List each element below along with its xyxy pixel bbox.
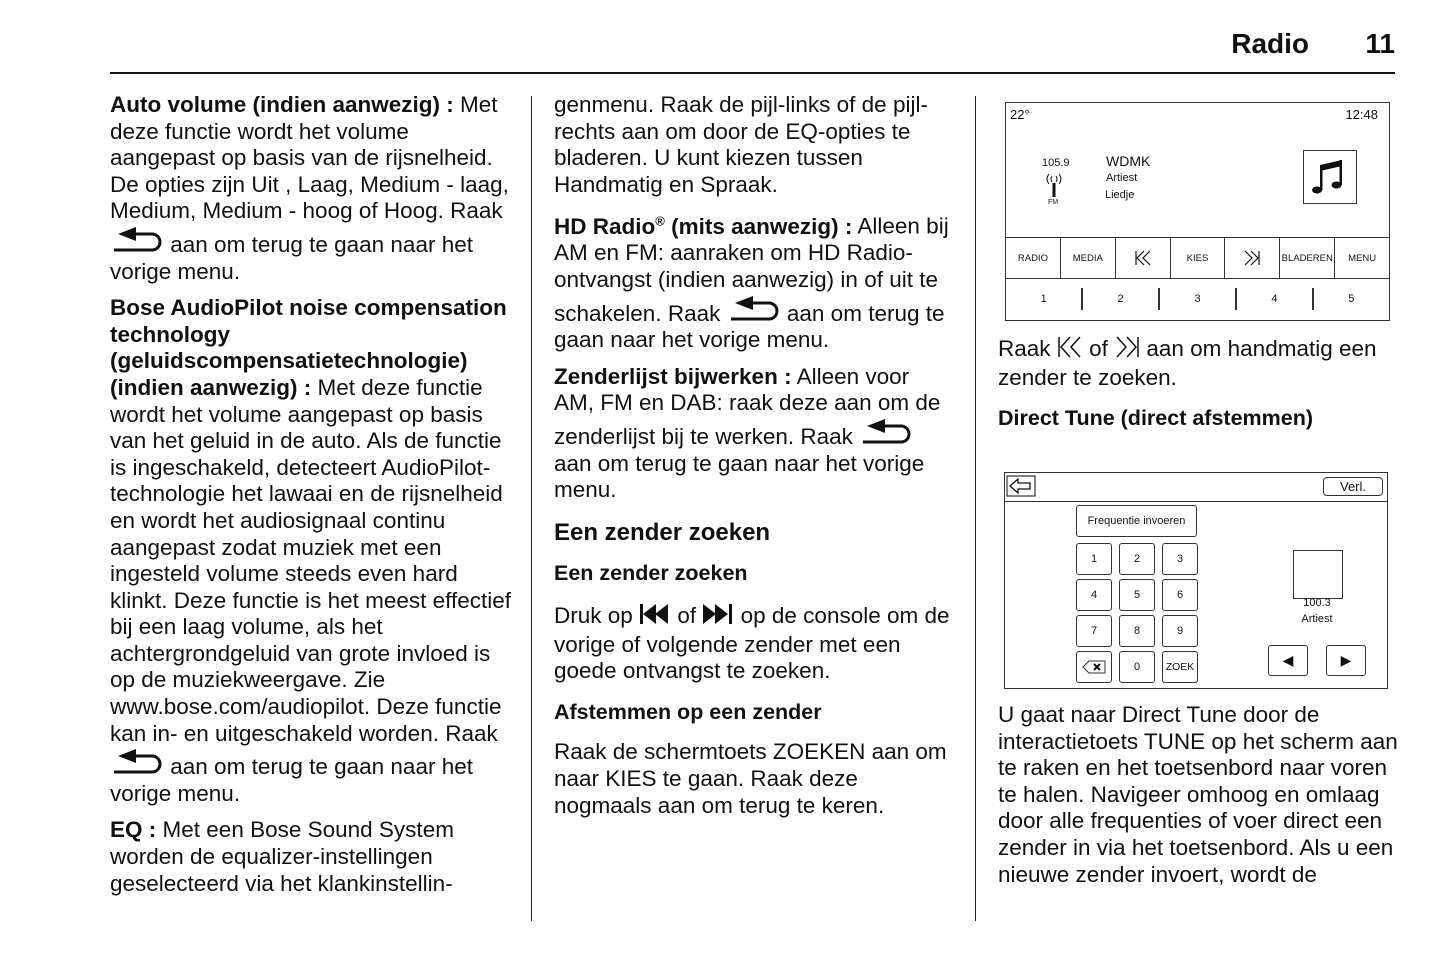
seek-paragraph: Druk op of op de console om de vorige of volgende zender met een goede ontvangst te zoeken. <box>554 603 950 684</box>
tune-paragraph: Raak de schermtoets ZOEKEN aan om naar KIES te gaan. Raak deze nogmaals aan om terug te keren. <box>554 739 947 818</box>
antenna-icon <box>1044 171 1064 201</box>
seek-back-button[interactable] <box>1116 238 1171 278</box>
seek-forward-button[interactable] <box>1225 238 1280 278</box>
column-3-text-b <box>998 702 1398 898</box>
seek-next-icon <box>702 603 734 632</box>
clock: 12:48 <box>1345 107 1378 122</box>
bladeren-button[interactable]: BLADEREN <box>1280 238 1335 278</box>
back-arrow-icon[interactable] <box>1006 475 1036 497</box>
previous-button[interactable] <box>1268 645 1308 676</box>
key-1[interactable]: 1 <box>1076 543 1112 575</box>
column-2 <box>554 92 954 829</box>
left-arrow-icon: ◀ <box>1282 652 1294 668</box>
return-arrow-icon <box>110 225 164 255</box>
enter-frequency-button[interactable]: Frequentie invoeren <box>1076 505 1197 537</box>
artist: Artiest <box>1106 172 1138 184</box>
return-arrow-icon <box>727 294 781 324</box>
artist: Artiest <box>1301 613 1333 625</box>
temperature: 22° <box>1010 107 1030 122</box>
column-3-text-a <box>998 336 1398 446</box>
source-button-row <box>1006 237 1389 279</box>
zoek-key[interactable]: ZOEK <box>1162 651 1198 683</box>
seek-back-icon <box>1134 250 1152 266</box>
seek-forward-icon <box>1243 250 1261 266</box>
music-note-icon <box>1303 150 1357 204</box>
section-heading: Een zender zoeken <box>554 518 771 546</box>
direct-tune-screen-figure <box>1004 472 1388 689</box>
key-9[interactable]: 9 <box>1162 615 1198 647</box>
audiopilot-paragraph: Bose AudioPilot noise compensation technology (geluidscompensatietechnologie) (indien aanwezig) : Met deze functie wordt het volume aangepast op basis van het geluid in de auto. Als de functie is ingeschakeld, detecteert AudioPilot-technologie het lawaai en de rijsnelheid en wordt het audiosignaal continu aangepast zodat muziek met een ingesteld volume steeds even hard klinkt. Deze functie is het meest effectief bij een laag volume, als het achtergrondgeluid van grote invloed is op de muziekweergave. Zie www.bose.com/audiopilot. Deze functie kan in- en uitgeschakeld worden. Raak aan om terug te gaan naar het vorige menu. <box>110 295 512 806</box>
preset-2[interactable]: 2 <box>1117 293 1124 305</box>
return-arrow-icon <box>110 747 164 777</box>
menu-button[interactable]: MENU <box>1348 252 1377 264</box>
column-1 <box>110 92 520 907</box>
term: EQ : <box>110 817 157 843</box>
station-name: WDMK <box>1106 153 1151 169</box>
key-7[interactable]: 7 <box>1076 615 1112 647</box>
radio-screen-figure <box>1005 102 1390 321</box>
hd-radio-paragraph: HD Radio® (mits aanwezig) : Alleen bij AM en FM: aanraken om HD Radio-ontvangst (indien aanwezig) in of uit te schakelen. Raak aan om terug te gaan naar het vorige menu. <box>554 213 949 353</box>
key-0[interactable]: 0 <box>1119 651 1155 683</box>
backspace-icon <box>1082 660 1106 674</box>
term: Zenderlijst bijwerken : <box>554 363 792 389</box>
frequency: 100.3 <box>1303 597 1331 609</box>
radio-button[interactable]: RADIO <box>1006 238 1061 278</box>
preset-row <box>1006 279 1389 319</box>
eq-paragraph: EQ : Met een Bose Sound System worden de equalizer-instellingen geselecteerd via het klankinstellin- <box>110 817 454 896</box>
subheading: Afstemmen op een zender <box>554 699 822 724</box>
direct-tune-paragraph: U gaat naar Direct Tune door de interactietoets TUNE op het scherm aan te raken en het toetsenbord naar voren te halen. Navigeer omhoog en omlaag door alle frequenties of voer direct een zender in via het toetsenbord. Als u een nieuwe zender invoert, wordt de <box>998 702 1398 887</box>
key-3[interactable]: 3 <box>1162 543 1198 575</box>
kies-button[interactable]: KIES <box>1171 238 1226 278</box>
preset-5[interactable]: 5 <box>1348 293 1355 305</box>
seek-back-icon <box>1057 336 1083 365</box>
preset-1[interactable]: 1 <box>1040 293 1047 305</box>
verl-button[interactable]: Verl. <box>1323 477 1383 496</box>
key-6[interactable]: 6 <box>1162 579 1198 611</box>
preset-3[interactable]: 3 <box>1194 293 1201 305</box>
seek-forward-icon <box>1114 336 1140 365</box>
top-bar <box>1005 473 1387 502</box>
song: Liedje <box>1105 189 1135 201</box>
subheading: Direct Tune (direct afstemmen) <box>998 406 1314 431</box>
return-arrow-icon <box>859 417 913 447</box>
right-arrow-icon: ▶ <box>1340 652 1352 668</box>
manual-seek-paragraph: Raak of aan om handmatig een zender te zoeken. <box>998 336 1377 390</box>
key-4[interactable]: 4 <box>1076 579 1112 611</box>
term: Bose AudioPilot noise compensation technology (geluidscompensatietechnologie) (indien aanwezig) : <box>110 295 507 400</box>
band-label: FM <box>1048 199 1059 206</box>
backspace-key[interactable] <box>1076 651 1112 683</box>
section-title: Radio <box>1231 28 1309 59</box>
next-button[interactable] <box>1326 645 1366 676</box>
seek-previous-icon <box>639 603 671 632</box>
auto-volume-paragraph: Auto volume (indien aanwezig) : Met deze functie wordt het volume aangepast op basis van de rijsnelheid. De opties zijn Uit , Laag, Medium - laag, Medium, Medium - hoog of Hoog. Raak aan om terug te gaan naar het vorige menu. <box>110 92 509 284</box>
column-divider <box>975 96 976 921</box>
page-header <box>110 24 1395 74</box>
page-number: 11 <box>1365 28 1395 59</box>
key-2[interactable]: 2 <box>1119 543 1155 575</box>
key-5[interactable]: 5 <box>1119 579 1155 611</box>
term: Auto volume (indien aanwezig) : <box>110 92 454 117</box>
preset-4[interactable]: 4 <box>1271 293 1278 305</box>
term: HD Radio® (mits aanwezig) : <box>554 213 853 239</box>
column-divider <box>531 96 532 921</box>
frequency: 105.9 <box>1042 157 1070 169</box>
eq-continued-paragraph: genmenu. Raak de pijl-links of de pijl-rechts aan om door de EQ-opties te bladeren. U kunt kiezen tussen Handmatig en Spraak. <box>554 92 928 197</box>
subheading: Een zender zoeken <box>554 561 748 586</box>
album-art-placeholder <box>1293 550 1343 599</box>
media-button[interactable]: MEDIA <box>1061 238 1116 278</box>
station-list-paragraph: Zenderlijst bijwerken : Alleen voor AM, FM en DAB: raak deze aan om de zenderlijst bij te werken. Raak aan om terug te gaan naar het vorige menu. <box>554 363 941 503</box>
key-8[interactable]: 8 <box>1119 615 1155 647</box>
